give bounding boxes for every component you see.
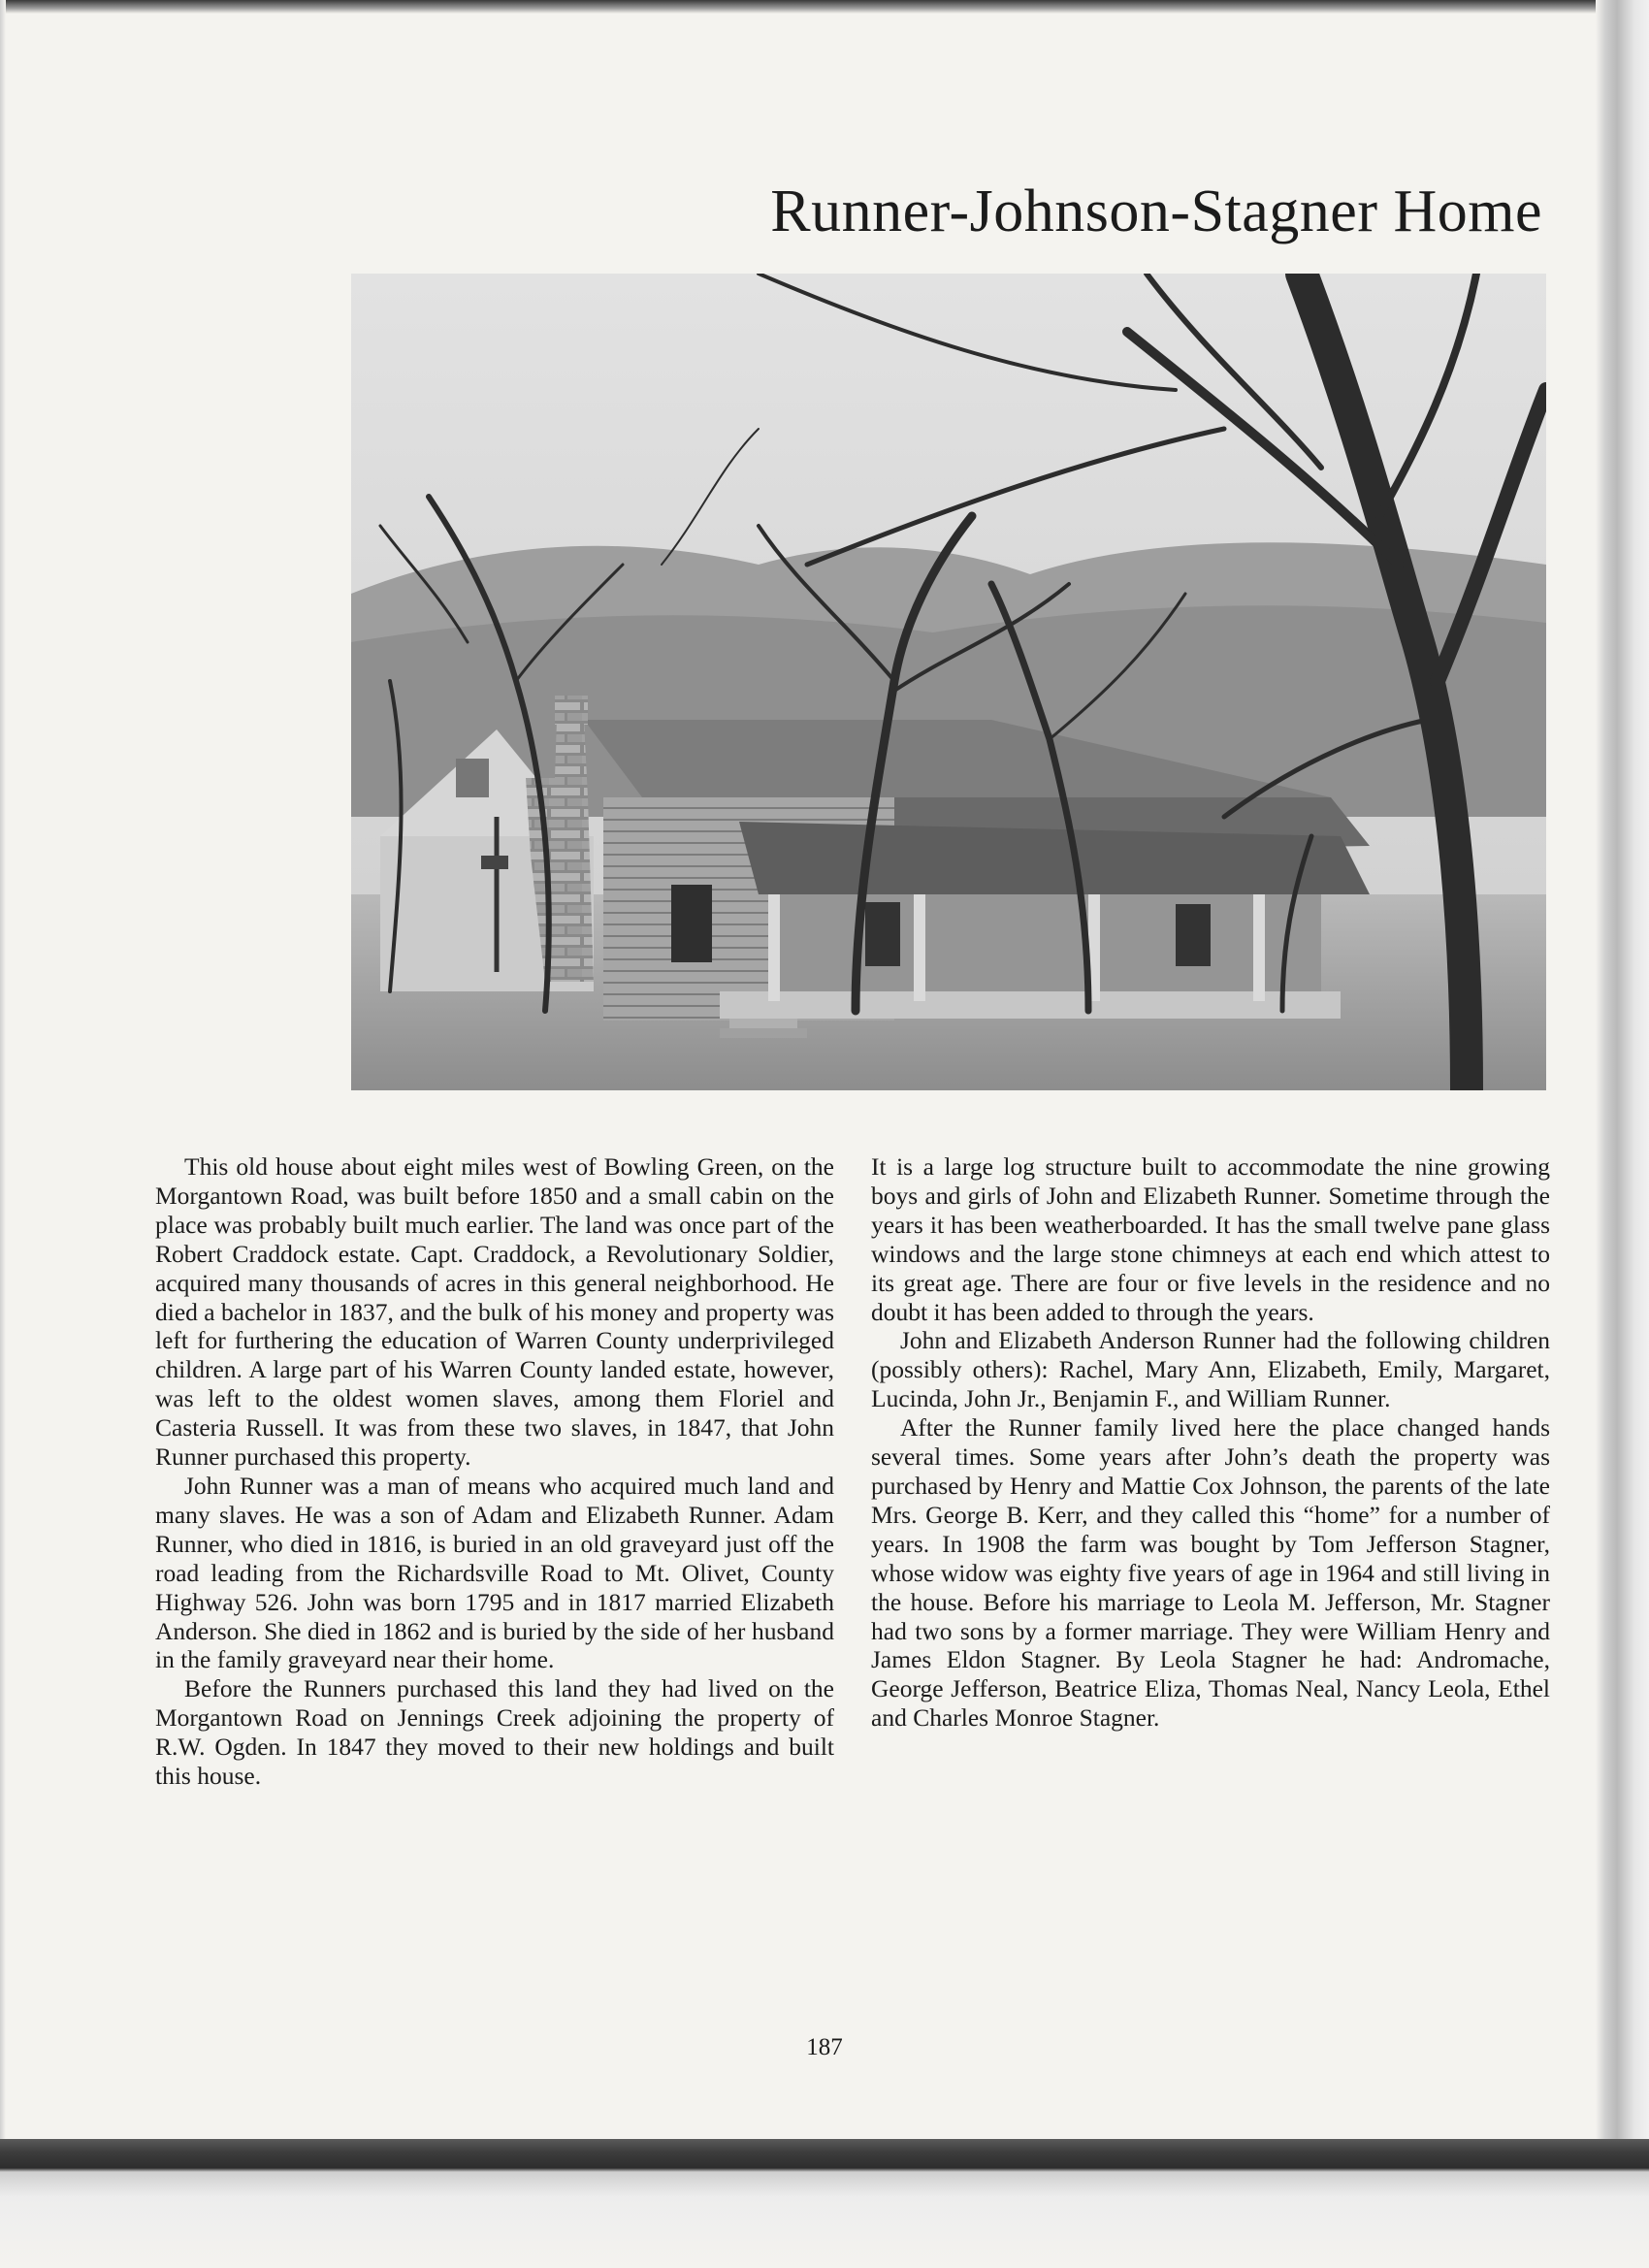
- scan-edge-left: [0, 0, 6, 2268]
- scan-edge-bottom: [0, 2139, 1649, 2268]
- body-paragraph: This old house about eight miles west of Bowling Green, on the Morgantown Road, was built before 1850 and a small cabin on the place was probably built much earlier. The land was once part of the Robert Craddock estate. Capt. Craddock, a Revolutionary Soldier, acquired many thousands of acres in this general neighborhood. He died a bachelor in 1837, and the bulk of his money and property was left for furthering the education of Warren County underprivileged children. A large part of his Warren County landed estate, however, was left to the oldest women slaves, among them Floriel and Casteria Russell. It was from these two slaves, in 1847, that John Runner purchased this property.: [155, 1152, 834, 1472]
- body-paragraph: John and Elizabeth Anderson Runner had the following children (possibly others): Rachel, Mary Ann, Elizabeth, Emily, Margaret, Lucinda, John Jr., Benjamin F., and William Runner.: [871, 1326, 1550, 1413]
- house-photo-icon: [351, 274, 1546, 1090]
- body-paragraph: After the Runner family lived here the place changed hands several times. Some years after John’s death the property was purchased by Henry and Mattie Cox Johnson, the parents of the late Mrs. George B. Kerr, and they called this “home” for a number of years. In 1908 the farm was bought by Tom Jefferson Stagner, whose widow was eighty five years of age in 1964 and still living in the house. Before his marriage to Leola M. Jefferson, Mr. Stagner had two sons by a former marriage. They were William Henry and James Eldon Stagner. By Leola Stagner he had: Andromache, George Jefferson, Beatrice Eliza, Thomas Neal, Nancy Leola, Ethel and Charles Monroe Stagner.: [871, 1413, 1550, 1733]
- house-photo: [351, 274, 1546, 1090]
- page-title: Runner-Johnson-Stagner Home: [770, 178, 1542, 244]
- scan-edge-right: [1596, 0, 1649, 2268]
- body-paragraph: It is a large log structure built to accommodate the nine growing boys and girls of John and Elizabeth Runner. Sometime through the years it has been weatherboarded. It has the small twelve pane glass windows and the large stone chimneys at each end which attest to its great age. There are four or five levels in the residence and no doubt it has been added to through the years.: [871, 1152, 1550, 1326]
- scan-edge-top: [0, 0, 1649, 14]
- body-paragraph: John Runner was a man of means who acquired much land and many slaves. He was a son of Adam and Elizabeth Runner. Adam Runner, who died in 1816, is buried in an old graveyard just off the road leading from the Richardsville Road to Mt. Olivet, County Highway 526. John was born 1795 and in 1817 married Elizabeth Anderson. She died in 1862 and is buried by the side of her husband in the family graveyard near their home.: [155, 1471, 834, 1674]
- body-paragraph: Before the Runners purchased this land they had lived on the Morgantown Road on Jennings Creek adjoining the property of R.W. Ogden. In 1847 they moved to their new holdings and built this house.: [155, 1674, 834, 1791]
- left-column: [155, 1152, 834, 1791]
- page-number: 187: [806, 2034, 843, 2060]
- right-column: [871, 1152, 1550, 1733]
